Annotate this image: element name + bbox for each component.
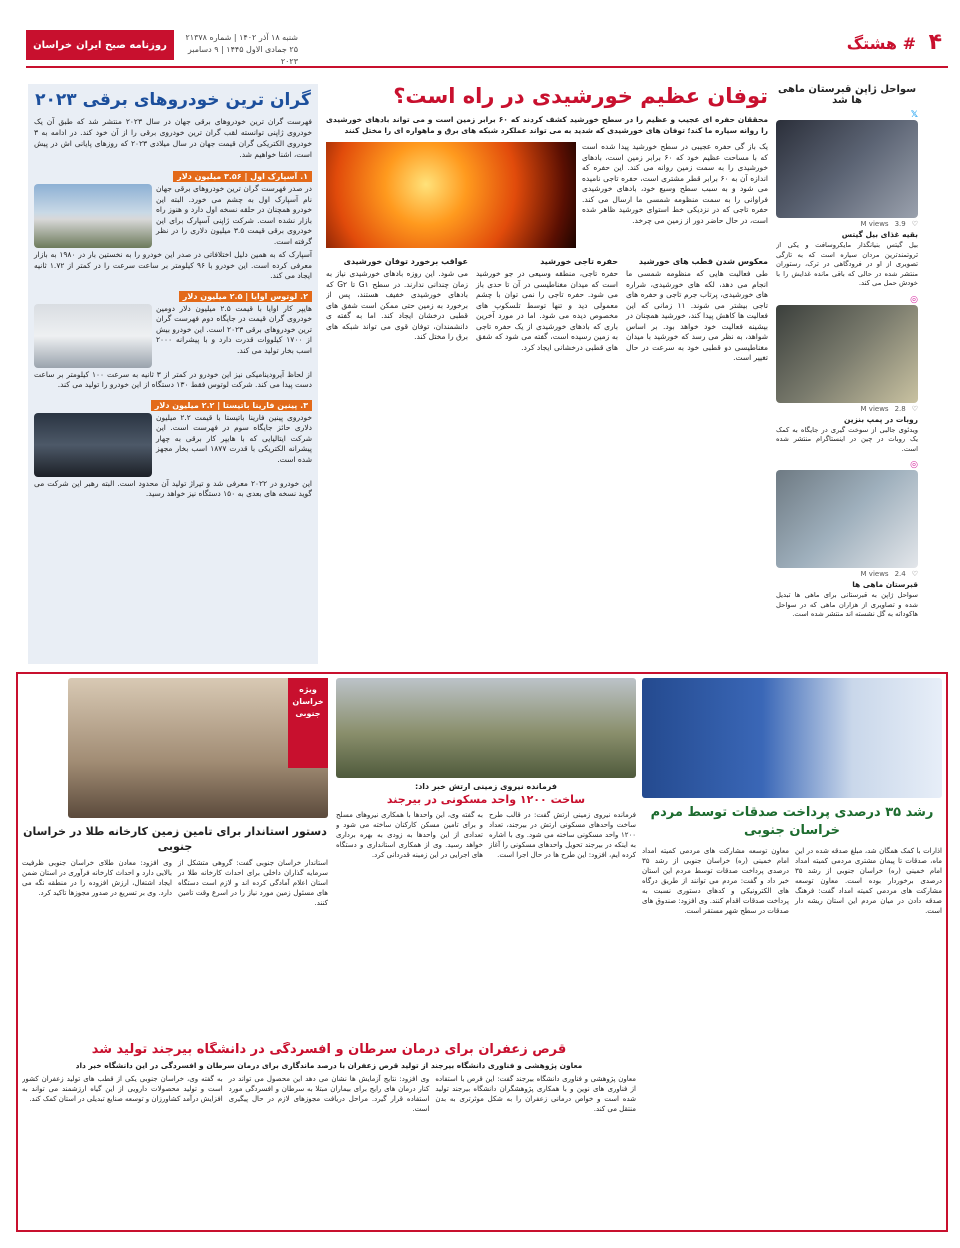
column-text: فرمانده نیروی زمینی ارتش گفت: در قالب طرح ساخت واحدهای مسکونی ارتش در بیرجند، تعداد ۱۲۰۰ واحد مسکونی ساخته می شود. وی با اشاره به اینکه در بیرجند تحویل واحدهای مسکونی را آغاز کرده ایم، افزود: این طرح ها در حال اجرا است. <box>489 811 636 859</box>
car-tag: ۲. لوتوس اوایا | ۲.۵ میلیون دلار <box>179 291 312 302</box>
soldiers-photo <box>336 678 636 778</box>
date-other: ۲۵ جمادی الاول ۱۴۴۵ | ۹ دسامبر ۲۰۲۳ <box>187 45 298 66</box>
article-column <box>326 254 468 364</box>
post-body: بیل گیتس بنیانگذار مایکروسافت و یکی از ثروتمندترین مردان سیاره است که به تازگی تصویری از او در فرودگاهی در ترک، رستوران منتشر شده در حالی که باقی مانده غذایش را با خودش حمل می کند. <box>776 241 918 287</box>
army-article <box>336 678 636 1038</box>
column-text: معاون توسعه مشارکت های مردمی کمیته امداد امام خمینی (ره) خراسان جنوبی از رشد ۳۵ درصدی پرداخت صدقات توسط مردم این استان خبر داد و گفت: مردم می توانند از طریق درگاه های الکترونیکی و کدهای دستوری نسبت به پرداخت صدقات اقدام کنند. وی افزود: صندوق های صدقات در سطح شهر مستقر است. <box>642 847 789 915</box>
post-title: قبرستان ماهی ها <box>852 580 918 589</box>
post-views: M views <box>860 220 889 228</box>
social-sidebar <box>776 84 918 674</box>
car-text-more: این خودرو در ۲۰۲۲ معرفی شد و تیراژ تولید آن محدود است. البته رهبر این شرکت می گوید نسخه های بعدی به ۱۵۰ دستگاه نیز خواهد رسید. <box>34 478 313 498</box>
post-image <box>776 305 918 403</box>
masthead <box>26 30 948 64</box>
heart-icon: ♡ <box>911 570 918 578</box>
article-column <box>626 254 768 364</box>
post-body: سواحل ژاپن به قبرستانی برای ماهی ها تبدیل شده و تصاویری از هزاران ماهی که در سواحل هاکوداته به گل نشسته اند منتشر شده است. <box>776 591 918 618</box>
car-tag: ۱. آسپارک اول | ۳.۵۶ میلیون دلار <box>173 171 312 182</box>
article-headline: قرص زعفران برای درمان سرطان و افسردگی در دانشگاه بیرجند تولید شد <box>91 1042 567 1057</box>
column-heading: عواقب برخورد توفان خورشیدی <box>343 257 468 266</box>
car-image <box>34 184 152 248</box>
page-number: ۴ <box>928 30 942 55</box>
column-heading: حفره تاجی خورشید <box>540 257 618 266</box>
article-lead: یک باز گی حفره عجیبی در سطح خورشید پیدا شده است که با مساحت عظیم خود که ۶۰ برابر زمین است، بادهای خورشیدی را به سمت زمین روانه می کند. این حفره که اندازه آن به ۶۰ برابر قطر مشتری است، حفره تاجی نامیده می شود و به سبب سطح وسیع خود، بادهای خورشیدی فراوانی را به سمت منظومه شمسی ما ارسال می کند. حفره تاجی که در نزدیکی خط استوای خورشید ظاهر شده است، در حال حاضر دور از زمین می چرخد. <box>582 142 768 225</box>
official-photo <box>642 678 942 798</box>
car-image <box>34 304 152 368</box>
post-views: M views <box>860 404 889 413</box>
column-text: وی افزود: نتایج آزمایش ها نشان می دهد این محصول می تواند در کنار درمان های رایج برای بیماران مبتلا به سرطان و افسردگی مورد استفاده قرار گیرد. مراحل دریافت مجوزهای لازم در حال پیگیری است. <box>228 1075 430 1113</box>
car-text-more: آسپارک که به همین دلیل اختلافاتی در صدر این خودرو را به نخستین بار در ۱۹۸۰ به بازار معرفی کرده است. این خودرو با ۹۶ کیلومتر بر ساعت سرعت را در کمتر از ۱.۷۲ ثانیه ایجاد می کند. <box>34 250 313 280</box>
post-image <box>776 470 918 568</box>
twitter-icon: 𝕏 <box>910 110 918 120</box>
article-kicker: فرمانده نیروی زمینی ارتش خبر داد: <box>415 782 557 791</box>
sun-image <box>326 142 576 248</box>
brand-main: خراسان <box>33 39 73 51</box>
issue-date <box>178 32 298 68</box>
brand-logo <box>26 30 174 60</box>
post-meta <box>776 570 918 578</box>
car-tag: ۳. پینین فارینا باتیستا | ۲.۲ میلیون دلار <box>151 400 312 411</box>
post-title: بقیه غذای بیل گیتس <box>841 230 918 239</box>
solar-article <box>326 84 768 664</box>
governor-article <box>22 678 328 1038</box>
column-heading: معکوس شدن قطب های خورشید <box>638 257 768 266</box>
regional-section <box>16 672 948 1232</box>
article-headline: توفان عظیم خورشیدی در راه است؟ <box>393 84 768 108</box>
charity-article <box>642 678 942 1226</box>
column-text: استاندار خراسان جنوبی گفت: گروهی متشکل از سرمایه گذاران داخلی برای احداث کارخانه طلا در استان اعلام آمادگی کرده اند و لازم است دستگاه های مسئول زمین مورد نیاز را در اسرع وقت تامین کنند. <box>178 859 328 907</box>
heart-icon: ♡ <box>911 404 918 413</box>
article-subtitle: معاون پژوهشی و فناوری دانشگاه بیرجند از تولید قرص زعفران با درصد ماندگاری برای درمان سرطان و افسردگی در این دانشگاه خبر داد <box>75 1061 583 1070</box>
section-title: # هشتگ <box>846 34 916 53</box>
column-text: طی فعالیت هایی که منظومه شمسی ما انجام می دهد، لکه های خورشیدی، شراره های خورشیدی، پرتاب جرم تاجی و حفره های تاجی بیشتر می شوند. ۱۱ زمانی که این فعالیت ها کاهش پیدا کند، خورشید همچنان در بیشینه فعالیت خود خواهد بود. بر اساس شواهد، به نظر می رسد که خورشید با میدان مغناطیسی دو قطبی خود به سرعت در حال تغییر است. <box>626 269 768 362</box>
special-badge: ویژه خراسان جنوبی <box>288 678 328 768</box>
column-text: اذارات با کمک همگان شد، مبلغ صدقه شده در این ماه، صدقات تا پیمان مشتری مردمی کمیته امداد امام خمینی (ره) خراسان جنوبی از رشد ۳۵ درصدی برخوردار بوده است. معاون توسعه مشارکت های مردمی کمیته امداد گفت: فرهنگ صدقه دادن در میان مردم این استان ریشه دار است. <box>795 847 942 915</box>
article-subtitle: محققان حفره ای عجیب و عظیم را در سطح خورشید کشف کردند که ۶۰ برابر زمین است و می تواند بادهای خورشیدی را روانه سیاره ما کند؛ توفان های خورشیدی که شدید به می تواند عملکرد شبکه های برق و ماهواره ای را مختل کنند <box>326 115 768 135</box>
post-likes: 2.8 <box>894 404 906 413</box>
post-title: روبات در پمپ بنزین <box>843 414 918 424</box>
column-text: حفره تاجی، منطقه وسیعی در جو خورشید است که میدان مغناطیسی در آن تا حدی باز می شود. حفره تاجی را نمی توان با چشم معمولی دید و تنها توسط تلسکوپ های مخصوص دیده می شود. اما در مورد آخرین باری که بادهای خورشیدی از یک حفره تاجی به زمین رسیده است، گفته می شود که شفق های قطبی درخشانی ایجاد کرد. <box>476 269 618 352</box>
article-headline: رشد ۳۵ درصدی پرداخت صدقات توسط مردم خراسان جنوبی <box>650 805 934 838</box>
post-views: M views <box>860 570 889 578</box>
cars-article <box>28 84 318 664</box>
instagram-icon: ◎ <box>910 460 918 470</box>
article-headline: دستور استاندار برای تامین زمین کارخانه طلا در خراسان جنوبی <box>23 825 327 853</box>
car-image <box>34 413 152 477</box>
column-text: به گفته وی، این واحدها با همکاری نیروهای مسلح و برای تامین مسکن کارکنان ساخته می شود و تعدادی از این واحدها به زودی به بهره برداری خواهد رسید. وی از همکاری استانداری و دستگاه های اجرایی در این زمینه قدردانی کرد. <box>336 811 483 859</box>
article-headline: گران ترین خودروهای برقی ۲۰۲۳ <box>35 90 311 110</box>
social-header: سواحل ژاپن قبرستان ماهی ها شد <box>777 84 917 106</box>
post-body: ویدئوی جالبی از سوخت گیری در جایگاه به کمک یک روبات در چین در اینستاگرام منتشر شده است. <box>776 425 918 453</box>
date-fa: شنبه ۱۸ آذر ۱۴۰۲ | شماره ۲۱۳۷۸ <box>185 33 298 42</box>
car-text: خودروی پینین فارینا باتیستا با قیمت ۲.۲ میلیون دلاری حائز جایگاه سوم در فهرست است. این شرکت ایتالیایی که با هایپر کار برقی به چهار پیشرانه الکتریکی با قدرت ۱۸۷۷ اسب بخار مجهز شده است. <box>156 412 313 464</box>
post-meta <box>776 220 918 228</box>
post-meta <box>776 405 918 413</box>
saffron-article <box>22 1042 636 1226</box>
column-text: می شود. این روزه بادهای خورشیدی نیاز به زمان چندانی ندارند. در سطح G۱ تا G۲ که بادهای خورشیدی خفیف هستند، پس از برخورد به زمین حتی ممکن است شفق های قطبی درخشان ایجاد کند. اما به گفته ی دانشمندان، توفان قوی می تواند شبکه های برق را مختل کند. <box>326 269 468 341</box>
article-lead: فهرست گران ترین خودروهای برقی جهان در سال ۲۰۲۳ منتشر شد که طبق آن یک خودروی ژاپنی توانسته لقب گران ترین خودروی برقی را از آن خود کند. در ادامه به ۳ خودروی الکتریکی گران قیمت جهان در سال میلادی ۲۰۲۳ که روزهای پایانی اش در پیش است، اشنا خواهیم شد. <box>34 117 312 159</box>
car-text: در صدر فهرست گران ترین خودروهای برقی جهان نام آسپارک اول به چشم می خورد. البته این خودرو همچنان در حلقه نسخه اول دارد و هنوز راه بازار نشده است. شرکت ژاپنی آسپارک برای این خودروی برقی قیمت ۳.۵ میلیون دلاری را در نظر گرفته است. <box>156 184 313 246</box>
car-text: هایپر کار اوایا با قیمت ۲.۵ میلیون دلار دومین خودروی گران قیمت در جایگاه دوم فهرست گران ترین خودروهای برقی ۲۰۲۳ است. این خودرو بیش از ۱۷۰۰ کیلووات قدرت دارد و با پیشرانه ۲۰۰۰ اسب بخار تولید می کند. <box>156 303 313 355</box>
car-text-more: از لحاظ آیرودینامیکی نیز این خودرو در کمتر از ۳ ثانیه به سرعت ۱۰۰ کیلومتر بر ساعت دست پیدا می کند. شرکت لوتوس فقط ۱۳۰ دستگاه از این خودرو را تولید می کند. <box>34 369 312 389</box>
post-likes: 3.9 <box>894 220 906 228</box>
masthead-rule <box>26 66 948 68</box>
article-column <box>476 254 618 364</box>
brand-sub: روزنامه صبح ایران <box>76 39 167 51</box>
heart-icon: ♡ <box>911 220 918 228</box>
instagram-icon: ◎ <box>910 294 918 305</box>
column-text: به گفته وی، خراسان جنوبی یکی از قطب های تولید زعفران کشور است و تولید محصولات دارویی از این گیاه ارزشمند می تواند به افزایش درآمد کشاورزان و توسعه صنایع تبدیلی در استان کمک کند. <box>22 1075 223 1103</box>
post-image <box>776 120 918 218</box>
post-likes: 2.4 <box>894 570 906 578</box>
article-headline: ساخت ۱۲۰۰ واحد مسکونی در بیرجند <box>386 793 586 806</box>
column-text: وی افزود: معادن طلای خراسان جنوبی ظرفیت بالایی دارد و احداث کارخانه فرآوری در استان ضمن ایجاد اشتغال، ارزش افزوده را در منطقه نگه می دارد. وی بر تسریع در صدور مجوزها تاکید کرد. <box>22 859 172 897</box>
column-text: معاون پژوهشی و فناوری دانشگاه بیرجند گفت: این قرص با استفاده از فناوری های نوین و با همکاری پژوهشگران دانشگاه بیرجند تولید شده است و خواص درمانی زعفران را به شکل موثرتری به بدن منتقل می کند. <box>435 1075 636 1113</box>
